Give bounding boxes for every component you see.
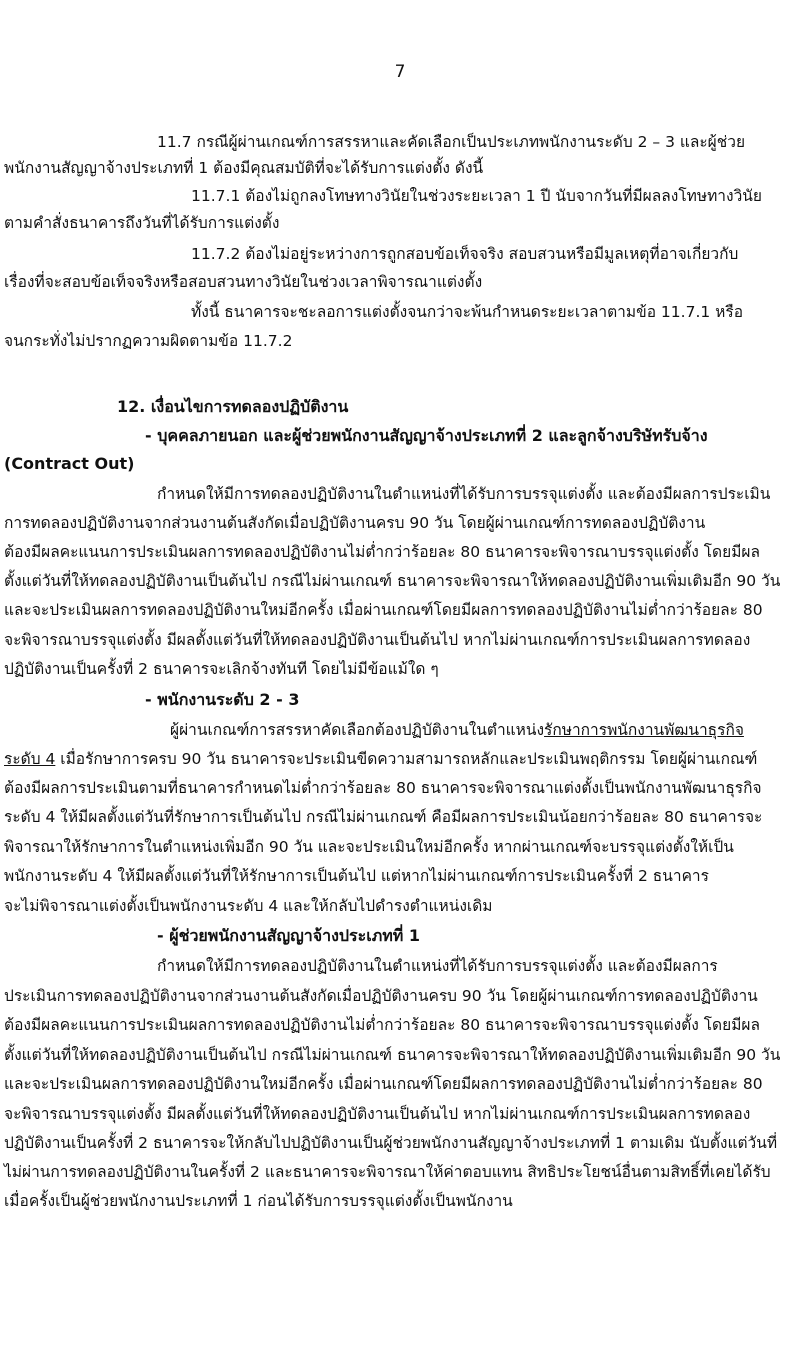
line: จะไม่พิจารณาแต่งตั้งเป็นพนักงานระดับ 4 และให้กลับไปดำรงตำแหน่งเดิม (4, 897, 493, 915)
line: 11.7.2 ต้องไม่อยู่ระหว่างการถูกสอบข้อเท็จจริง สอบสวนหรือมีมูลเหตุที่อาจเกี่ยวกับ (191, 245, 739, 263)
line: ตามคำสั่งธนาคารถึงวันที่ได้รับการแต่งตั้ง (4, 214, 280, 232)
underlined-position: รักษาการพนักงานพัฒนาธุรกิจ (544, 721, 744, 739)
line: และจะประเมินผลการทดลองปฏิบัติงานใหม่อีกครั้ง เมื่อผ่านเกณฑ์โดยมีผลการทดลองปฏิบัติงานไม่ต่ำกว่าร้อยละ 80 (4, 601, 763, 619)
line: กำหนดให้มีการทดลองปฏิบัติงานในตำแหน่งที่ได้รับการบรรจุแต่งตั้ง และต้องมีผลการประเมิน (157, 485, 771, 503)
line: 11.7.1 ต้องไม่ถูกลงโทษทางวินัยในช่วงระยะเวลา 1 ปี นับจากวันที่มีผลลงโทษทางวินัย (191, 187, 762, 205)
line: การทดลองปฏิบัติงานจากส่วนงานต้นสังกัดเมื่อปฏิบัติงานครบ 90 วัน โดยผู้ผ่านเกณฑ์การทดลองปฏิบัติงาน (4, 514, 706, 532)
line: เมื่อครั้งเป็นผู้ช่วยพนักงานประเภทที่ 1 ก่อนได้รับการบรรจุแต่งตั้งเป็นพนักงาน (4, 1192, 513, 1210)
page-number: 7 (394, 62, 406, 82)
line: ระดับ 4 ให้มีผลตั้งแต่วันที่รักษาการเป็นต้นไป กรณีไม่ผ่านเกณฑ์ คือมีผลการประเมินน้อยกว่าร้อยละ 80 ธนาคารจะ (4, 808, 763, 826)
subsection-heading: (Contract Out) (4, 454, 135, 473)
line: จะพิจารณาบรรจุแต่งตั้ง มีผลตั้งแต่วันที่ให้ทดลองปฏิบัติงานเป็นต้นไป หากไม่ผ่านเกณฑ์การประเมินผลการทดลอง (4, 1105, 751, 1123)
line: ต้องมีผลการประเมินตามที่ธนาคารกำหนดไม่ต่ำกว่าร้อยละ 80 ธนาคารจะพิจารณาแต่งตั้งเป็นพนักงานพัฒนาธุรกิจ (4, 779, 762, 797)
line: 11.7 กรณีผู้ผ่านเกณฑ์การสรรหาและคัดเลือกเป็นประเภทพนักงานระดับ 2 – 3 และผู้ช่วย (157, 133, 746, 151)
line: ตั้งแต่วันที่ให้ทดลองปฏิบัติงานเป็นต้นไป กรณีไม่ผ่านเกณฑ์ ธนาคารจะพิจารณาให้ทดลองปฏิบัติงานเพิ่มเติมอีก 90 วัน (4, 572, 781, 590)
line: กำหนดให้มีการทดลองปฏิบัติงานในตำแหน่งที่ได้รับการบรรจุแต่งตั้ง และต้องมีผลการ (157, 957, 718, 975)
subsection-heading: - บุคคลภายนอก และผู้ช่วยพนักงานสัญญาจ้างประเภทที่ 2 และลูกจ้างบริษัทรับจ้าง (145, 426, 708, 445)
line: จะพิจารณาบรรจุแต่งตั้ง มีผลตั้งแต่วันที่ให้ทดลองปฏิบัติงานเป็นต้นไป หากไม่ผ่านเกณฑ์การประเมินผลการทดลอง (4, 631, 751, 649)
line: จนกระทั่งไม่ปรากฏความผิดตามข้อ 11.7.2 (4, 332, 293, 350)
line: ไม่ผ่านการทดลองปฏิบัติงานในครั้งที่ 2 และธนาคารจะพิจารณาให้ค่าตอบแทน สิทธิประโยชน์อื่นตามสิทธิ์ที่เคยได้รับ (4, 1163, 771, 1181)
line (4, 749, 757, 769)
line: ปฏิบัติงานเป็นครั้งที่ 2 ธนาคารจะให้กลับไปปฏิบัติงานเป็นผู้ช่วยพนักงานสัญญาจ้างประเภทที่ 1 ตามเดิม นับตั้งแต่วันที่ (4, 1134, 778, 1152)
line: ต้องมีผลคะแนนการประเมินผลการทดลองปฏิบัติงานไม่ต่ำกว่าร้อยละ 80 ธนาคารจะพิจารณาบรรจุแต่งตั้ง โดยมีผล (4, 1016, 760, 1034)
line: พนักงานสัญญาจ้างประเภทที่ 1 ต้องมีคุณสมบัติที่จะได้รับการแต่งตั้ง ดังนี้ (4, 159, 484, 177)
line-text: ผู้ผ่านเกณฑ์การสรรหาคัดเลือกต้องปฏิบัติงานในตำแหน่ง (170, 721, 545, 739)
underlined-level: ระดับ 4 (4, 750, 56, 768)
line-text: เมื่อรักษาการครบ 90 วัน ธนาคารจะประเมินขีดความสามารถหลักและประเมินพฤติกรรม โดยผู้ผ่านเกณฑ์ (55, 750, 758, 768)
line: ทั้งนี้ ธนาคารจะชะลอการแต่งตั้งจนกว่าจะพ้นกำหนดระยะเวลาตามข้อ 11.7.1 หรือ (191, 303, 744, 321)
line: ตั้งแต่วันที่ให้ทดลองปฏิบัติงานเป็นต้นไป กรณีไม่ผ่านเกณฑ์ ธนาคารจะพิจารณาให้ทดลองปฏิบัติงานเพิ่มเติมอีก 90 วัน (4, 1046, 781, 1064)
line: พิจารณาให้รักษาการในตำแหน่งเพิ่มอีก 90 วัน และจะประเมินใหม่อีกครั้ง หากผ่านเกณฑ์จะบรรจุแต่งตั้งให้เป็น (4, 838, 734, 856)
line: ต้องมีผลคะแนนการประเมินผลการทดลองปฏิบัติงานไม่ต่ำกว่าร้อยละ 80 ธนาคารจะพิจารณาบรรจุแต่งตั้ง โดยมีผล (4, 543, 760, 561)
line: ปฏิบัติงานเป็นครั้งที่ 2 ธนาคารจะเลิกจ้างทันที โดยไม่มีข้อแม้ใด ๆ (4, 660, 439, 678)
subsection-heading: - ผู้ช่วยพนักงานสัญญาจ้างประเภทที่ 1 (157, 926, 421, 945)
line (170, 720, 744, 740)
line: พนักงานระดับ 4 ให้มีผลตั้งแต่วันที่ให้รักษาการเป็นต้นไป แต่หากไม่ผ่านเกณฑ์การประเมินครั้งที่ 2 ธนาคาร (4, 867, 709, 885)
line: เรื่องที่จะสอบข้อเท็จจริงหรือสอบสวนทางวินัยในช่วงเวลาพิจารณาแต่งตั้ง (4, 273, 483, 291)
section-heading: 12. เงื่อนไขการทดลองปฏิบัติงาน (117, 397, 349, 416)
line: และจะประเมินผลการทดลองปฏิบัติงานใหม่อีกครั้ง เมื่อผ่านเกณฑ์โดยมีผลการทดลองปฏิบัติงานไม่ต่ำกว่าร้อยละ 80 (4, 1075, 763, 1093)
subsection-heading: - พนักงานระดับ 2 - 3 (145, 690, 300, 709)
line: ประเมินการทดลองปฏิบัติงานจากส่วนงานต้นสังกัดเมื่อปฏิบัติงานครบ 90 วัน โดยผู้ผ่านเกณฑ์การทดลองปฏิบัติงาน (4, 987, 758, 1005)
